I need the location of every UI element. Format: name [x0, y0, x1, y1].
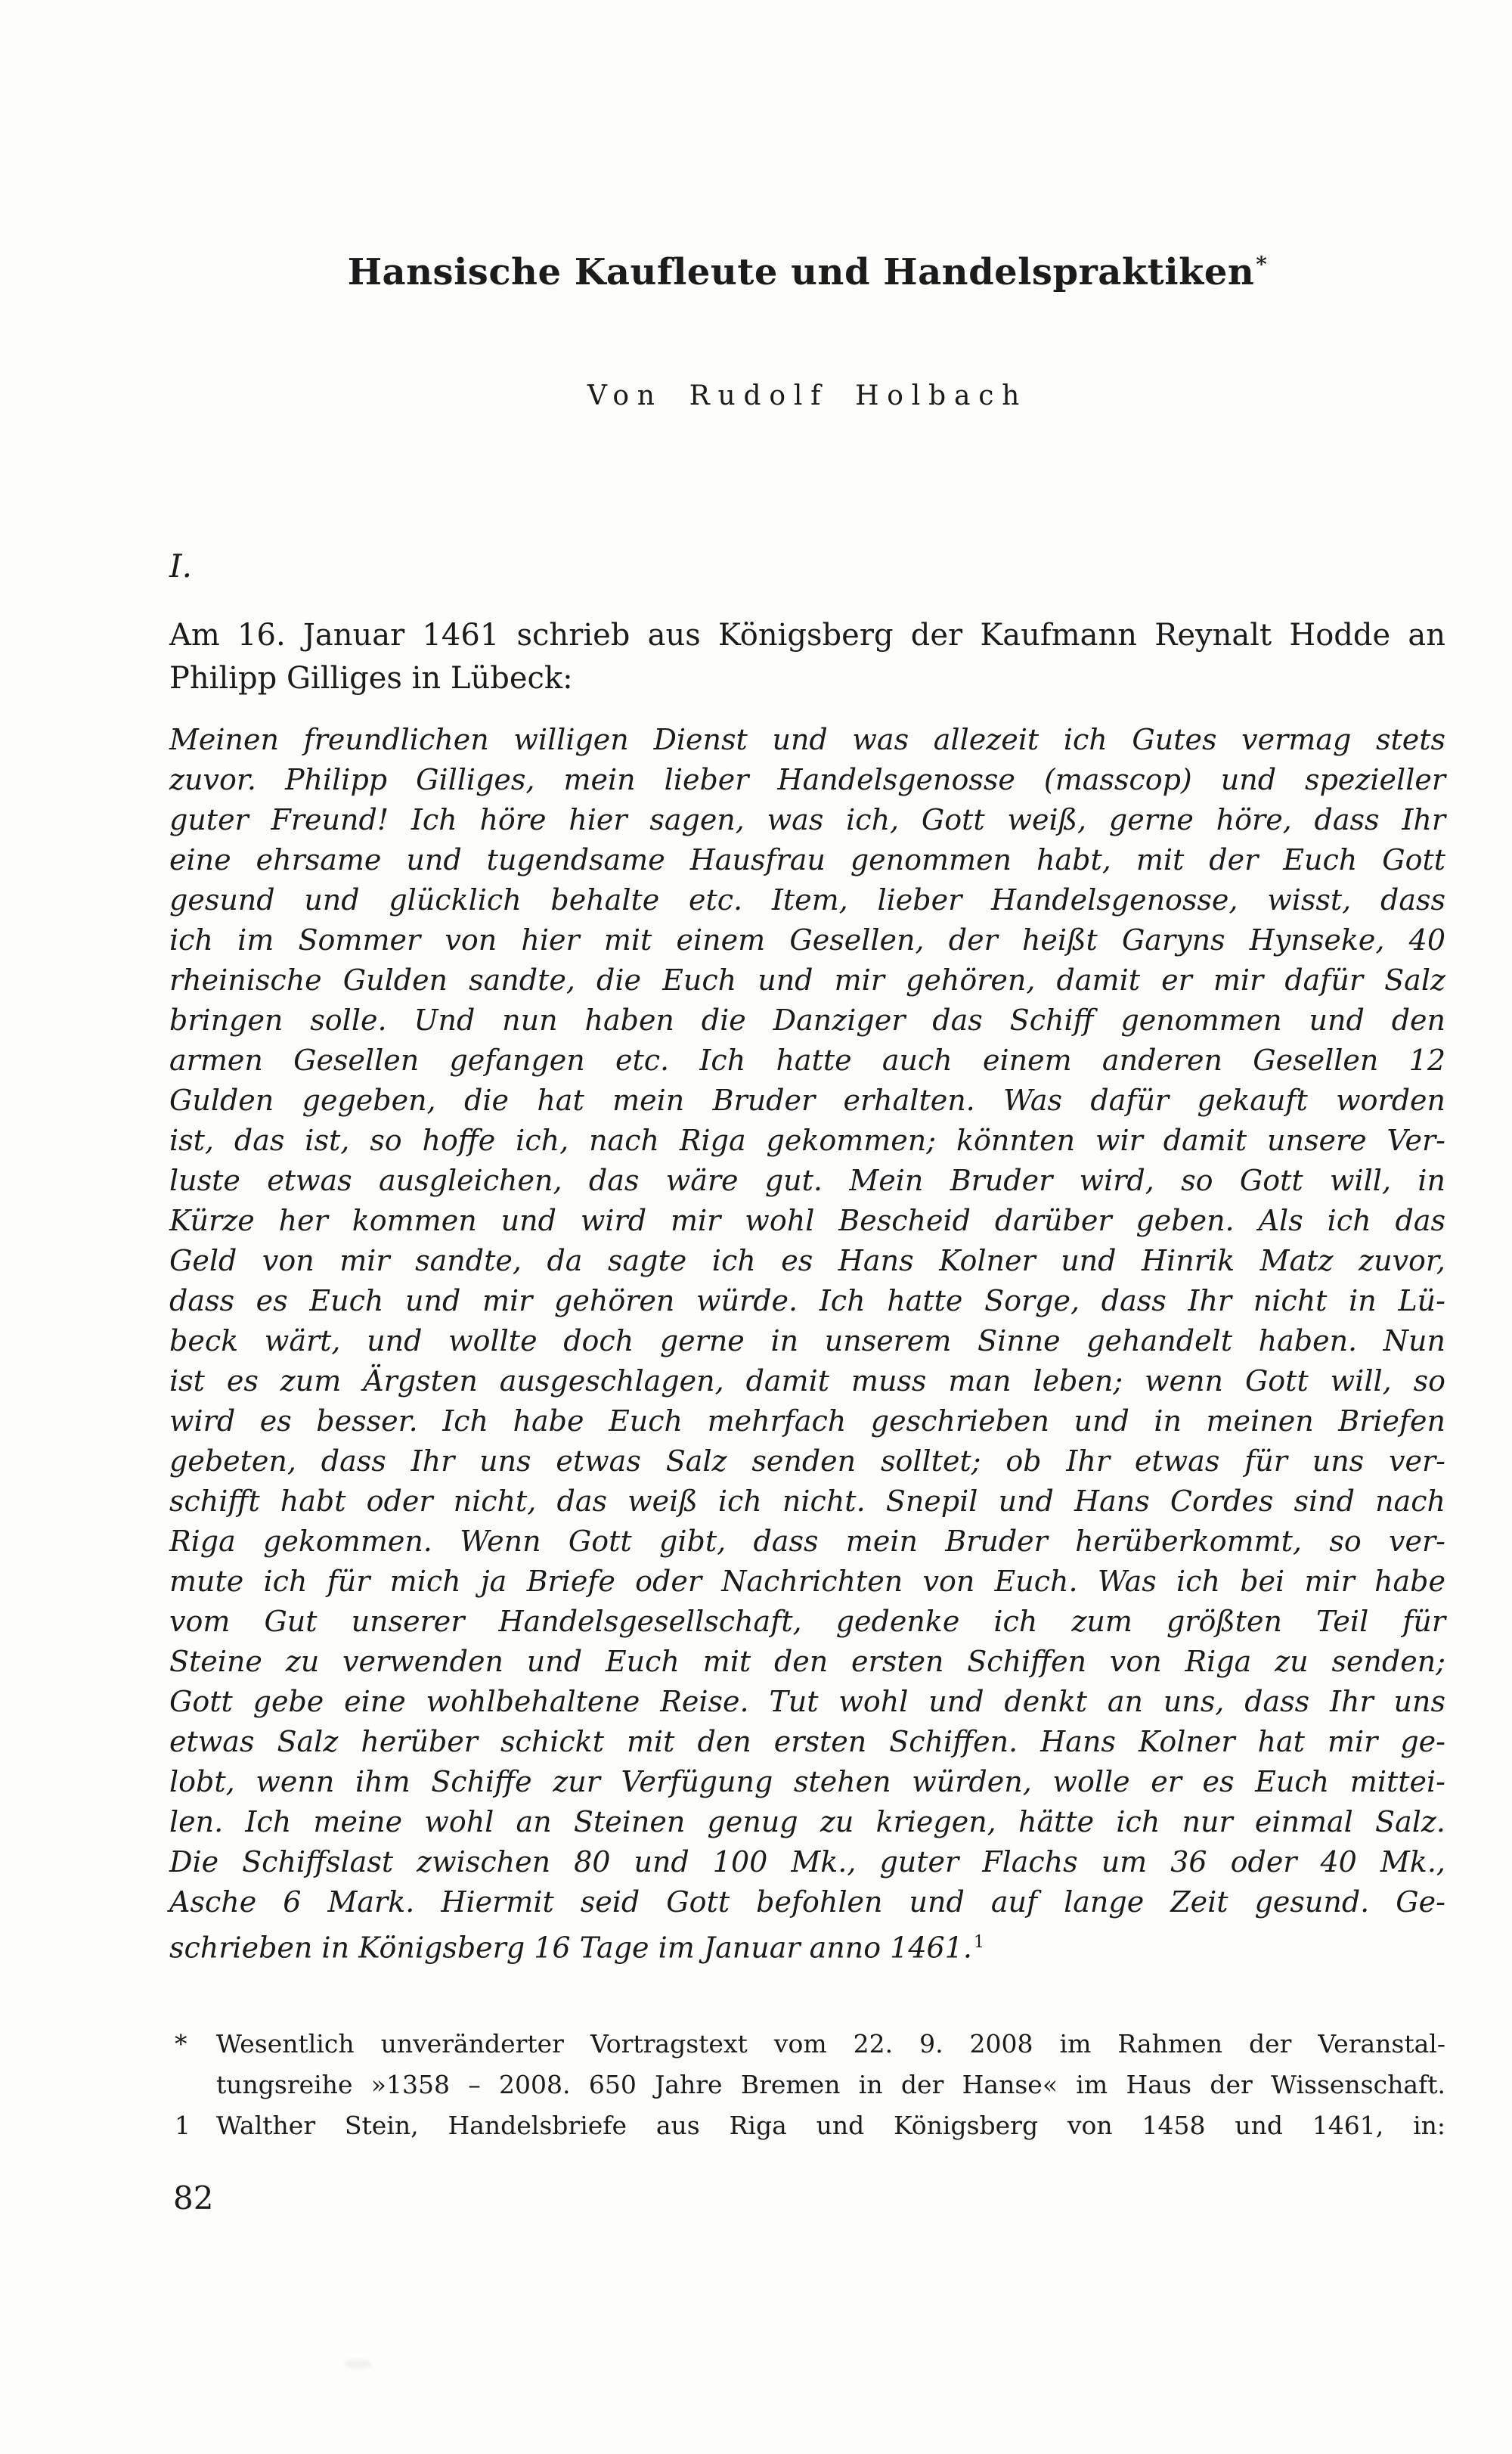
footnote-text [216, 2105, 1445, 2146]
letter-line: guter Freund! Ich höre hier sagen, was ich, Gott weiß, gerne höre, dass Ihr [169, 803, 1445, 836]
title-footnote-marker: * [1256, 252, 1268, 277]
letter-line: gesund und glücklich behalte etc. Item, lieber Handelsgenosse, wisst, dass [169, 883, 1445, 917]
quoted-letter [169, 720, 1445, 1968]
letter-line: Steine zu verwenden und Euch mit den ersten Schiffen von Riga zu senden; [169, 1645, 1445, 1678]
footnote-line: Wesentlich unveränderter Vortragstext vom 22. 9. 2008 im Rahmen der Veranstal- [216, 2029, 1445, 2058]
byline: Von Rudolf Holbach [587, 380, 1028, 411]
section-numeral: I. [169, 548, 192, 585]
letter-line: schrieben in Königsberg 16 Tage im Januar anno 1461.$^1$ [169, 1931, 984, 1965]
letter-line: ist, das ist, so hoffe ich, nach Riga gekommen; könnten wir damit unsere Ver- [169, 1124, 1445, 1157]
scan-smudge [344, 2359, 371, 2369]
letter-line: eine ehrsame und tugendsame Hausfrau genommen habt, mit der Euch Gott [169, 843, 1445, 876]
letter-line: Kürze her kommen und wird mir wohl Bescheid darüber geben. Als ich das [169, 1204, 1445, 1237]
letter-line: ist es zum Ärgsten ausgeschlagen, damit muss man leben; wenn Gott will, so [169, 1364, 1445, 1398]
letter-line: Gulden gegeben, die hat mein Bruder erhalten. Was dafür gekauft worden [169, 1084, 1445, 1117]
footnote-line: Walther Stein, Handelsbriefe aus Riga und Königsberg von 1458 und 1461, in: [216, 2111, 1445, 2140]
letter-line: gebeten, dass Ihr uns etwas Salz senden solltet; ob Ihr etwas für uns ver- [169, 1444, 1445, 1478]
letter-line: wird es besser. Ich habe Euch mehrfach geschrieben und in meinen Briefen [169, 1404, 1445, 1438]
letter-line: vom Gut unserer Handelsgesellschaft, gedenke ich zum größten Teil für [169, 1605, 1445, 1638]
footnote-text [216, 2024, 1445, 2105]
footnote-asterisk [169, 2024, 1445, 2105]
letter-line: schifft habt oder nicht, das weiß ich nicht. Snepil und Hans Cordes sind nach [169, 1484, 1445, 1518]
letter-line: etwas Salz herüber schickt mit den ersten Schiffen. Hans Kolner hat mir ge- [169, 1725, 1445, 1758]
letter-line: armen Gesellen gefangen etc. Ich hatte auch einem anderen Gesellen 12 [169, 1044, 1445, 1077]
letter-line: rheinische Gulden sandte, die Euch und mir gehören, damit er mir dafür Salz [169, 963, 1445, 997]
footnote-ref: 1 [973, 1933, 984, 1952]
page-title-text: Hansische Kaufleute und Handelspraktiken [347, 251, 1255, 293]
letter-line: bringen solle. Und nun haben die Danziger das Schiff genommen und den [169, 1004, 1445, 1037]
letter-line: Gott gebe eine wohlbehaltene Reise. Tut wohl und denkt an uns, dass Ihr uns [169, 1685, 1445, 1718]
footnotes-section [169, 2024, 1445, 2146]
letter-line: dass es Euch und mir gehören würde. Ich hatte Sorge, dass Ihr nicht in Lü- [169, 1284, 1445, 1317]
page-number: 82 [173, 2179, 214, 2217]
footnote-1 [169, 2105, 1445, 2146]
footnote-marker: 1 [175, 2111, 191, 2140]
letter-line: zuvor. Philipp Gilliges, mein lieber Handelsgenosse (masscop) und spezieller [169, 763, 1445, 796]
letter-line: lobt, wenn ihm Schiffe zur Verfügung stehen würden, wolle er es Euch mittei- [169, 1765, 1445, 1798]
letter-line: ich im Sommer von hier mit einem Gesellen, der heißt Garyns Hynseke, 40 [169, 923, 1445, 957]
page-title [169, 253, 1445, 293]
letter-line: len. Ich meine wohl an Steinen genug zu kriegen, hätte ich nur einmal Salz. [169, 1805, 1445, 1838]
letter-line: Riga gekommen. Wenn Gott gibt, dass mein Bruder herüberkommt, so ver- [169, 1525, 1445, 1558]
letter-line: mute ich für mich ja Briefe oder Nachrichten von Euch. Was ich bei mir habe [169, 1565, 1445, 1598]
letter-line: luste etwas ausgleichen, das wäre gut. Mein Bruder wird, so Gott will, in [169, 1164, 1445, 1197]
letter-line: beck wärt, und wollte doch gerne in unserem Sinne gehandelt haben. Nun [169, 1324, 1445, 1357]
footnote-line: tungsreihe »1358 – 2008. 650 Jahre Bremen in der Hanse« im Haus der Wissenschaft. [216, 2070, 1445, 2099]
letter-line: Die Schiffslast zwischen 80 und 100 Mk., guter Flachs um 36 oder 40 Mk., [169, 1845, 1445, 1879]
footnote-marker: * [175, 2029, 187, 2058]
intro-line: Philipp Gilliges in Lübeck: [169, 661, 573, 696]
letter-line: Geld von mir sandte, da sagte ich es Hans Kolner und Hinrik Matz zuvor, [169, 1244, 1445, 1277]
intro-paragraph [169, 614, 1445, 700]
letter-line: Meinen freundlichen willigen Dienst und was allezeit ich Gutes vermag stets [169, 723, 1445, 756]
intro-line: Am 16. Januar 1461 schrieb aus Königsberg der Kaufmann Reynalt Hodde an [169, 618, 1445, 653]
letter-line: Asche 6 Mark. Hiermit seid Gott befohlen und auf lange Zeit gesund. Ge- [169, 1885, 1445, 1919]
